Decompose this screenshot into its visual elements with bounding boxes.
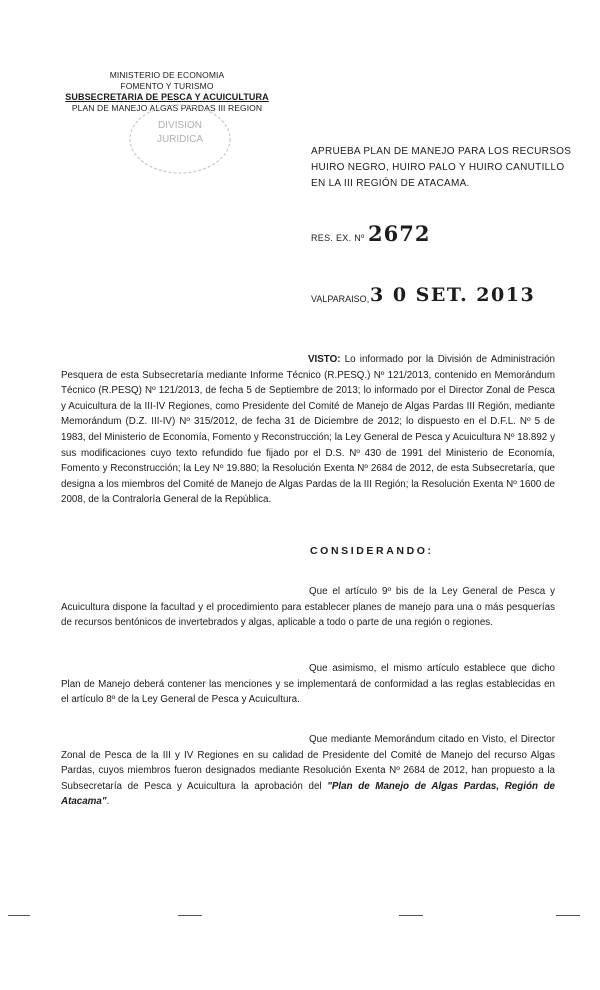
stamp-line-juridica: JURIDICA bbox=[156, 134, 204, 145]
resolution-label: RES. EX. Nº bbox=[311, 233, 365, 243]
visto-text: Lo informado por la División de Administración Pesquera de esta Subsecretaría mediante Informe Técnico (R.PESQ.) Nº 121/2013, contenido en Memorándum Técnico (R.PESQ) Nº 121/2013, de fecha 5 de Septiembre de 2013; lo informado por el Director Zonal de Pesca y Acuicultura de la III-IV Regiones, como Presidente del Comité de Manejo de Algas Pardas III Región, mediante Memorándum (D.Z. III-IV) Nº 315/2012, de fecha 31 de Diciembre de 2012; lo dispuesto en el D.F.L. Nº 5 de 1983, del Ministerio de Economía, Fomento y Reconstrucción; la Ley General de Pesca y Acuicultura Nº 18.892 y sus modificaciones cuyo texto refundido fue fijado por el D.S. Nº 430 de 1991 del Ministerio de Economía, Fomento y Reconstrucción; la Ley Nº 19.880; la Resolución Exenta Nº 2684 de 2012, de esta Subsecretaría, que designa a los miembros del Comité de Manejo de Algas Pardas de la III Región; la Resolución Exenta Nº 1600 de 2008, de la Contraloría General de la República. bbox=[61, 354, 555, 506]
resolution-number: 2672 bbox=[368, 221, 431, 246]
division-juridica-stamp bbox=[125, 100, 235, 178]
visto-paragraph bbox=[61, 352, 555, 508]
p2-body: Plan de Manejo deberá contener las menciones y se implementará de conformidad a las reglas establecidas en el artículo 8º de la Ley General de Pesca y Acuicultura. bbox=[61, 678, 555, 706]
scan-mark bbox=[178, 915, 202, 916]
considerando-paragraph-1 bbox=[61, 584, 555, 631]
p3-plan-title: "Plan de Manejo de Algas Pardas, Región de Atacama" bbox=[61, 780, 555, 808]
header-line-fomento: FOMENTO Y TURISMO bbox=[120, 81, 214, 91]
scan-mark bbox=[399, 915, 423, 916]
stamp-line-division: DIVISION bbox=[158, 120, 202, 131]
p1-first-line: Que el artículo 9º bis de la Ley General de Pesca y bbox=[309, 586, 555, 597]
visto-lead: VISTO: bbox=[308, 354, 341, 365]
p2-first-line: Que asimismo, el mismo artículo establece que dicho bbox=[309, 663, 555, 674]
header-line-plan: PLAN DE MANEJO ALGAS PARDAS III REGION bbox=[71, 103, 263, 113]
place-label: VALPARAISO, bbox=[311, 294, 370, 304]
p1-body: Acuicultura dispone la facultad y el procedimiento para establecer planes de manejo para una o más pesquerías de recursos bentónicos de invertebrados y algas, aplicable a todo o parte de una región o regiones. bbox=[61, 601, 555, 629]
p3-body: Director Zonal de Pesca de la III y IV Regiones en su calidad de Presidente del Comité de Manejo del recurso Algas Pardas, cuyos miembros fueron designados mediante Resolución Exenta Nº 2684 de 2012, han propuesto a la Subsecretaría de Pesca y Acuicultura la aprobación del bbox=[61, 734, 555, 792]
scan-mark bbox=[556, 915, 580, 916]
document-subject: APRUEBA PLAN DE MANEJO PARA LOS RECURSOS HUIRO NEGRO, HUIRO PALO Y HUIRO CANUTILLO EN LA III REGIÓN DE ATACAMA. bbox=[311, 146, 572, 189]
considerando-paragraph-3: Que mediante Memorándum citado en Visto, el Director Zonal de Pesca de la III y IV Regiones en su calidad de Presidente del Comité de Manejo del recurso Algas Pardas, cuyos miembros fueron designados mediante Resolución Exenta Nº 2684 de 2012, han propuesto a la Subsecretaría de Pesca y Acuicultura la aprobación del "Plan de Manejo de Algas Pardas, Región de Atacama". bbox=[61, 734, 555, 808]
p3-first-line: Que mediante Memorándum citado en Visto, el bbox=[309, 734, 518, 745]
scan-mark bbox=[8, 915, 30, 916]
considerando-heading: CONSIDERANDO: bbox=[310, 545, 434, 557]
header-line-ministry: MINISTERIO DE ECONOMIA bbox=[109, 70, 225, 80]
considerando-paragraph-2 bbox=[61, 661, 555, 708]
header-line-subsecretaria: SUBSECRETARIA DE PESCA Y ACUICULTURA bbox=[65, 92, 269, 102]
date-stamp: 3 0 SET. 2013 bbox=[370, 284, 536, 306]
